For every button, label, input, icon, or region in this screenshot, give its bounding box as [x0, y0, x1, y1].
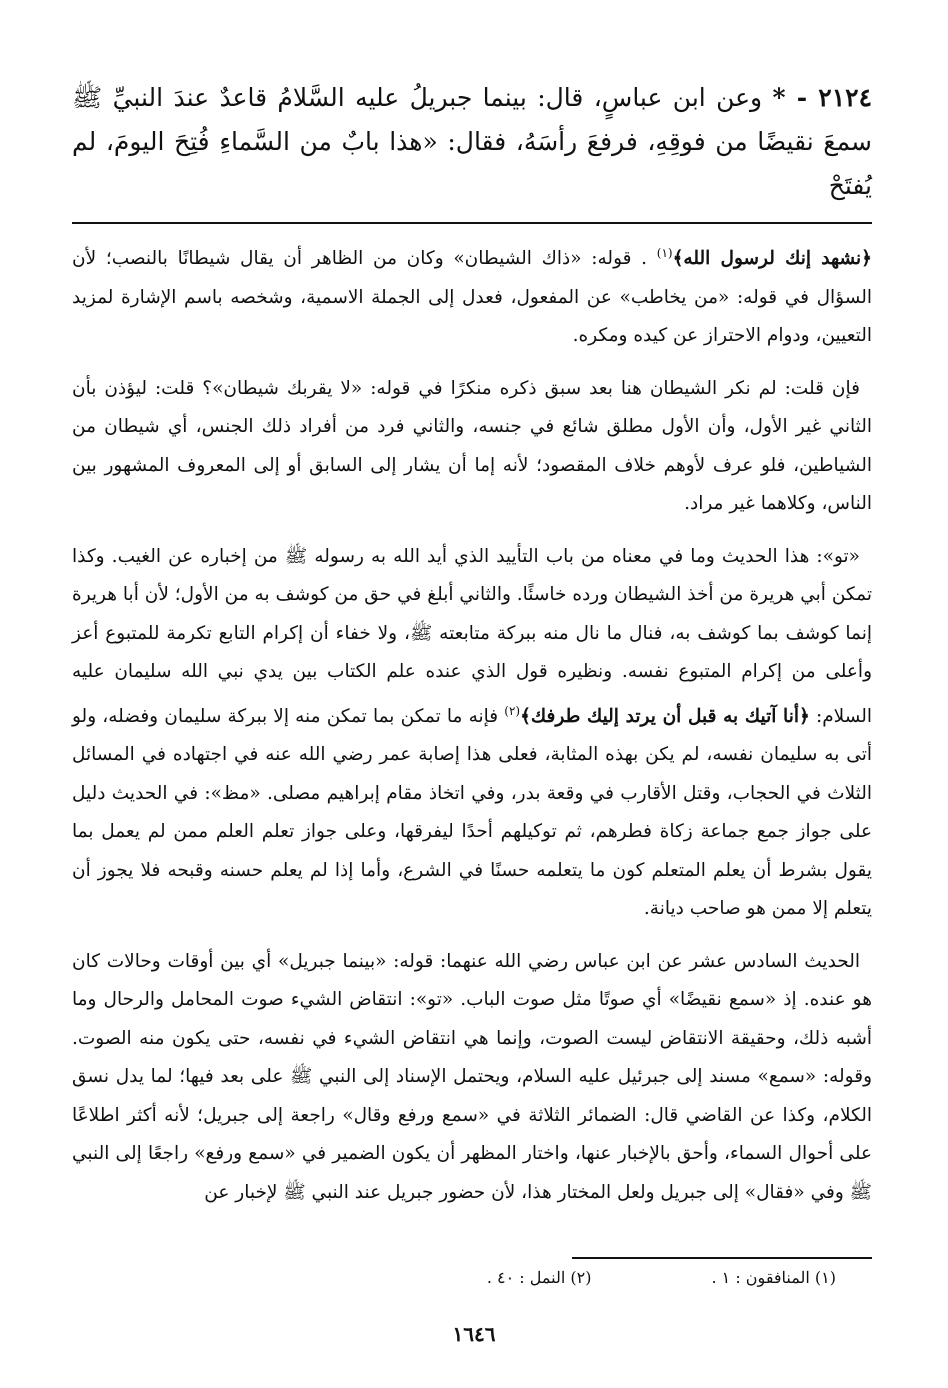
footnote-separator — [572, 1257, 872, 1259]
paragraph-text: فإن قلت: لم نكر الشيطان هنا بعد سبق ذكره منكرًا في قوله: «لا يقربك شيطان»؟ قلت: ليؤذن بأن الثاني غير الأول، وأن الأول مطلق شائع في جنسه، والثاني فرد من أفراد ذلك الجنس، أي شيطان من الشياطين، فلو عرف لأوهم خلاف المقصود؛ لأنه إما أن يشار إلى السابق أو إلى المعروف المشهور بين الناس، وكلاهما غير مراد. — [72, 377, 872, 515]
paragraph-text: فإنه ما تمكن بما تمكن منه إلا ببركة سليمان وفضله، ولو أتى به سليمان نفسه، لم يكن بهذه المثابة، فعلى هذا إصابة عمر رضي الله عنه في اجتهاده في المسائل الثلاث في الحجاب، وقتل الأقارب في وقعة بدر، وفي اتخاذ مقام إبراهيم مصلى. «مظ»: في الحديث دليل على جواز جمع جماعة زكاة فطرهم، ثم توكيلهم أحدًا ليفرقها، وعلى جواز تعلم العلم ممن لم يعمل بما يقول بشرط أن يعلم المتعلم كون ما يتعلمه حسنًا في الشرع، وأما إذا لم يعلم حسنه وقبحه فلا يجوز أن يتعلم إلا ممن هو صاحب ديانة. — [72, 705, 872, 920]
quran-quote: ﴿أنا آتيك به قبل أن يرتد إليك طرفك﴾ — [520, 705, 810, 727]
hadith-body: وعن ابن عباسٍ، قال: بينما جبريلُ عليه السَّلامُ قاعدٌ عندَ النبيِّ ﷺ سمعَ نقيضًا من فوقِهِ، فرفعَ رأسَهُ، فقال: «هذا بابٌ من السَّماءِ فُتِحَ اليومَ، لم يُفتَحْ — [72, 83, 872, 200]
footnote-1: (١) المنافقون : ١ . — [711, 1268, 836, 1287]
footnote-ref: (١) — [656, 246, 673, 260]
hadith-text — [72, 76, 872, 208]
footnote-ref: (٢) — [504, 703, 521, 718]
commentary-paragraph — [72, 943, 872, 1213]
hadith-number: ٢١٢٤ - * — [772, 83, 872, 112]
paragraph-text: . قوله: «ذاك الشيطان» وكان من الظاهر أن يقال شيطانًا بالنصب؛ لأن السؤال في قوله: «من يخاطب» عن المفعول، فعدل إلى الجملة الاسمية، وشخصه باسم الإشارة لمزيد التعيين، ودوام الاحتراز عن كيده ومكره. — [72, 248, 872, 347]
commentary-paragraph — [72, 538, 872, 929]
paragraph-text: الحديث السادس عشر عن ابن عباس رضي الله عنهما: قوله: «بينما جبريل» أي بين أوقات وحالات كان هو عنده. إذ «سمع نقيضًا» أي صوتًا مثل صوت الباب. «تو»: انتقاض الشيء صوت المحامل والرحال وما أشبه ذلك، وحقيقة الانتقاض ليست الصوت، وإنما هي انتقاض الشيء في نفسه، حتى يكون منه الصوت. وقوله: «سمع» مسند إلى جبرئيل عليه السلام، ويحتمل الإسناد إلى النبي ﷺ على بعد فيها؛ لما يدل نسق الكلام، وكذا عن القاضي قال: الضمائر الثلاثة في «سمع ورفع وقال» راجعة إلى جبريل؛ لأنه أكثر اطلاعًا على أحوال السماء، وأحق بالإخبار عنها، واختار المظهر أن يكون الضمير في «سمع ورفع» راجعًا إلى النبي ﷺ وفي «فقال» إلى جبريل ولعل المختار هذا، لأن حضور جبريل عند النبي ﷺ لإخبار عن — [72, 950, 872, 1203]
quran-quote: ﴿نشهد إنك لرسول الله﴾ — [672, 248, 872, 270]
page-content — [72, 76, 872, 1226]
commentary-paragraph — [72, 370, 872, 524]
separator-line — [72, 222, 872, 224]
commentary-paragraph — [72, 234, 872, 356]
page-number: ١٦٤٦ — [452, 1322, 496, 1346]
footnotes — [487, 1268, 836, 1287]
commentary — [72, 234, 872, 1212]
footnote-2: (٢) النمل : ٤٠ . — [486, 1268, 592, 1287]
paragraph-text: «تو»: هذا الحديث وما في معناه من باب التأييد الذي أيد الله به رسوله ﷺ من إخباره عن الغيب. وكذا تمكن أبي هريرة من أخذ الشيطان ورده خاسئًا. والثاني أبلغ في حق من كوشف به من الأول؛ لأن أبا هريرة إنما كوشف بما كوشف به، فنال ما نال منه ببركة متابعته ﷺ، ولا خفاء أن إكرام التابع تكرمة للمتبوع أعز وأعلى من إكرام المتبوع نفسه. ونظيره قول الذي عنده علم الكتاب بين يدي نبي الله سليمان عليه السلام: — [72, 545, 872, 727]
